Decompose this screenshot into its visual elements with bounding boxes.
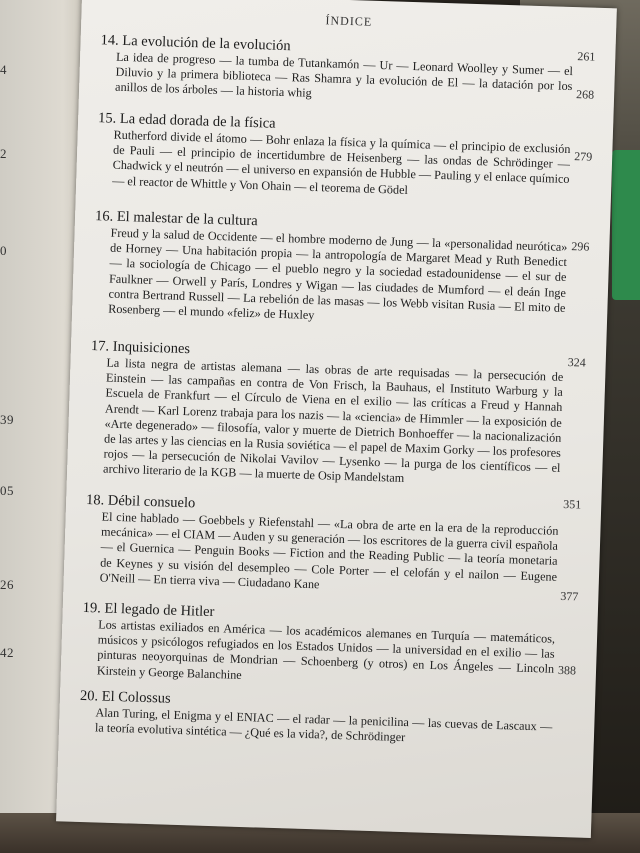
chapter-14 xyxy=(99,32,596,110)
chapter-description: El cine hablado — Goebbels y Riefenstahl — «La obra de arte en la era de la reproducción mecánica» — el CIAM — Auden y su generación — los escritores de la guerra civil española — el Guernica — Penguin Books — Fiction and the Reading Public — la teoría monetaria de Keynes y su visión del desempleo — Cole Porter — el celofán y el nailon — Eugene O'Neill — En tierra viva — Ciudadano Kane xyxy=(99,509,559,592)
chapter-20 xyxy=(79,662,577,751)
chapter-page: 279 xyxy=(573,149,593,164)
book-page xyxy=(56,0,617,838)
chapter-page: 388 xyxy=(557,662,577,678)
chapter-description: Rutherford divide el átomo — Bohr enlaza la física y la química — el principio de exclusión de Pauli — el principio de incertidumbre de Heisenberg — las ondas de Schrödinger — Chadwick y el neutrón — el universo en expansión de Hubble — Pauling y el enlace químico — el reactor de Whittle y Von Ohain — el teorema de Gödel xyxy=(112,127,571,197)
chapter-title: 14. La evolución de la evolución xyxy=(100,32,291,55)
margin-number: 05 xyxy=(0,483,14,498)
chapter-description: Alan Turing, el Enigma y el ENIAC — el radar — la penicilina — las cuevas de Lascaux — la teoría evolutiva sintética — ¿Qué es la vida?, de Schrödinger xyxy=(94,705,553,745)
chapter-19 xyxy=(81,588,579,693)
chapter-description: Los artistas exiliados en América — los académicos alemanes en Turquía — matemáticos, músicos y psicólogos refugiados en los Estados Unidos — la universidad en el exilio — las pinturas neoyorquinas de Mondrian — Schoenberg (y otros) en Los Ángeles — Lincoln Kirstein y George Balanchine xyxy=(96,617,556,682)
chapter-description: Freud y la salud de Occidente — el hombre moderno de Jung — la «personalidad neurótica» de Horney — Una habitación propia — la antropología de Margaret Mead y Ruth Benedict — la sociología de Chicago — el pueblo negro y la sociedad estadounidense — el sur de Faulkner — Orwell y París, Londres y Wigan — las ciudades de Mumford — el deán Inge contra Bertrand Russell — La rebelión de las masas — los Webb visitan Rusia — El mito de Rosenberg — el mundo «feliz» de Huxley xyxy=(107,225,568,323)
chapter-title: 18. Débil consuelo xyxy=(85,491,196,512)
chapter-title: 17. Inquisiciones xyxy=(90,338,191,358)
margin-number: 42 xyxy=(0,645,14,660)
chapter-page: 324 xyxy=(567,355,586,370)
chapter-page: 377 xyxy=(560,588,579,604)
chapter-title: 16. El malestar de la cultura xyxy=(94,208,258,230)
chapter-page: 296 xyxy=(571,239,590,254)
chapter-16 xyxy=(92,208,590,332)
chapter-description: La idea de progreso — la tumba de Tutankamón — Ur — Leonard Woolley y Sumer — el Diluvio y la primera biblioteca — Ras Shamra y la evolución de El — la datación por los anillos de los árboles — la historia whig xyxy=(114,49,574,101)
margin-number: 4 xyxy=(0,62,7,77)
chapter-page: 351 xyxy=(563,496,582,512)
chapter-17 xyxy=(87,338,586,492)
green-object xyxy=(612,150,640,300)
page-header: ÍNDICE xyxy=(325,13,373,29)
margin-number: 39 xyxy=(0,412,14,427)
chapter-page: 261 xyxy=(577,49,596,64)
chapter-18 xyxy=(83,492,581,601)
margin-number: 0 xyxy=(0,243,7,258)
chapter-title: 15. La edad dorada de la física xyxy=(97,110,276,132)
chapter-15 xyxy=(96,110,593,203)
chapter-description: La lista negra de artistas alemana — las obras de arte requisadas — la persecución de Einstein — las campañas en contra de Von Frisch, la Bauhaus, el Instituto Warburg y la Escuela de Frankfurt — el Círculo de Viena en el exilio — las críticas a Freud y Hannah Arendt — Karl Lorenz trabaja para los nazis — la «ciencia» de Himmler — la exposición de «Arte degenerado» — filosofía, valor y muerte de Dietrich Bonhoeffer — la nacionalización de las artes y las ciencias en la Rusia soviética — el papel de Maxim Gorky — los profesores rojos — la persecución de Nikolai Vavilov — Lysenko — la purga de los científicos — el archivo literario de la KGB — la muerte de Osip Mandelstam xyxy=(102,355,564,486)
chapter-page-secondary: 268 xyxy=(575,87,595,102)
margin-number: 26 xyxy=(0,577,14,592)
chapter-title: 19. El legado de Hitler xyxy=(82,599,215,621)
chapter-title: 20. El Colossus xyxy=(79,687,171,707)
margin-number: 2 xyxy=(0,146,7,161)
